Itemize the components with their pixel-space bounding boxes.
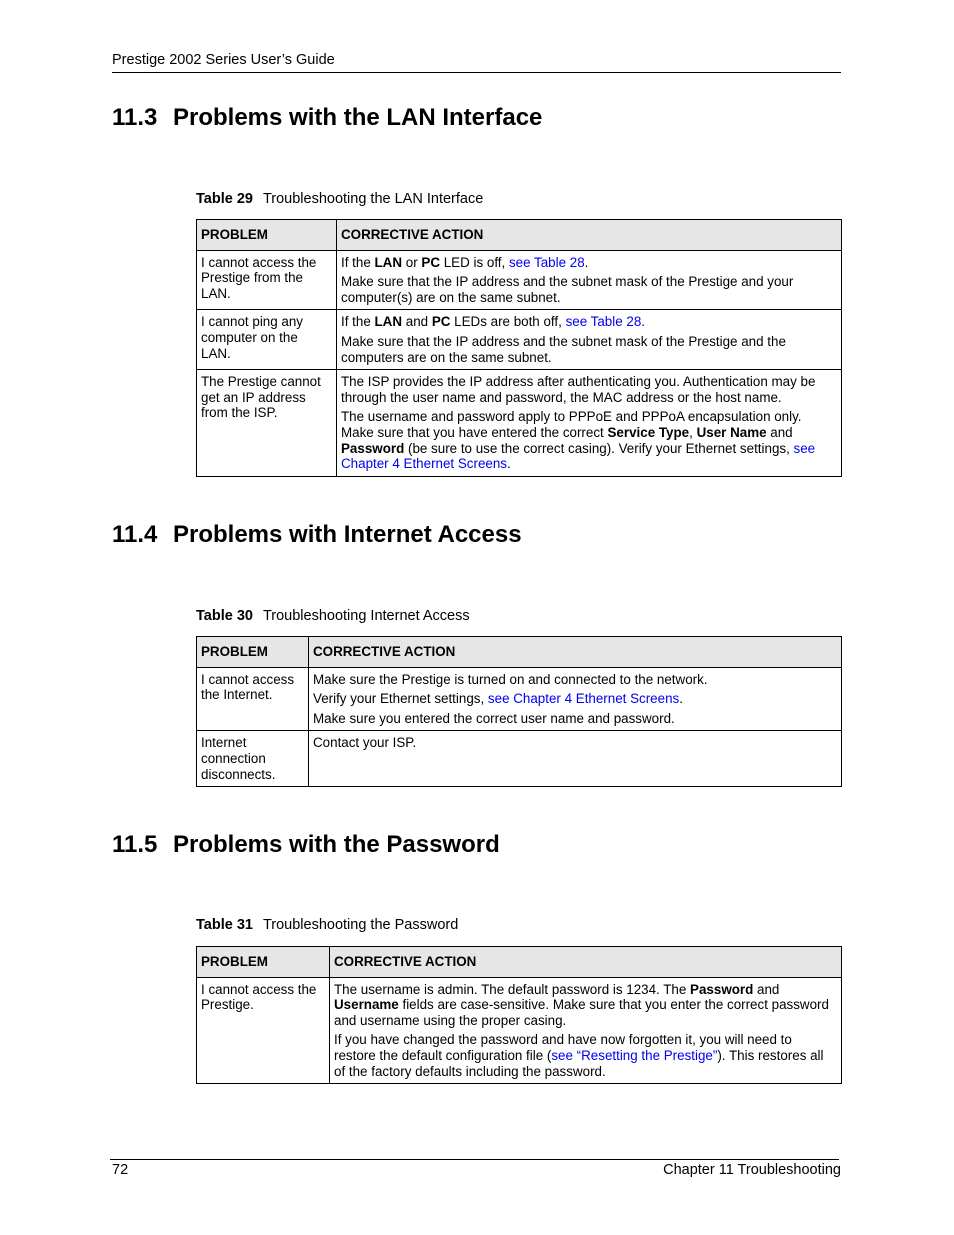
table-row (197, 977, 842, 1084)
action-cell (337, 370, 842, 477)
bold-term: Password (341, 440, 405, 456)
bold-term: PC (431, 314, 451, 330)
text: . (679, 691, 683, 707)
cross-reference-link[interactable]: see Chapter 4 Ethernet Screens (487, 691, 680, 707)
text: . (584, 254, 589, 270)
text: The username is admin. The default password is 1234. The (334, 981, 691, 997)
problem-cell: I cannot ping any computer on the LAN. (197, 310, 337, 370)
cross-reference-link[interactable]: see Chapter 4 Ethernet Screens (341, 440, 816, 472)
section-number: 11.5 (112, 831, 158, 858)
action-paragraph (341, 314, 836, 330)
action-cell (309, 667, 842, 731)
table-title: Troubleshooting the Password (262, 917, 459, 933)
text: LEDs are both off, (450, 314, 566, 330)
text: If you have changed the password and have now forgotten it, you will need to restore the default configuration file ( (334, 1032, 792, 1063)
bold-term: User Name (696, 424, 767, 440)
text: . (641, 314, 646, 330)
section-heading (112, 104, 542, 132)
section-heading (112, 831, 500, 859)
table-header-row (197, 947, 842, 978)
column-header-action: CORRECTIVE ACTION (330, 947, 842, 978)
text: LED is off, (440, 254, 509, 270)
bold-term: LAN (374, 254, 403, 270)
text: Make sure you entered the correct user name and password. (313, 710, 675, 726)
action-paragraph (341, 374, 836, 405)
problem-cell: I cannot access the Prestige from the LAN. (197, 250, 337, 310)
action-paragraph (334, 982, 836, 1029)
text: Make sure the Prestige is turned on and connected to the network. (313, 671, 708, 687)
cross-reference-link[interactable]: see Table 28 (508, 254, 585, 270)
footer-rule (110, 1159, 839, 1160)
table-label: Table 29 (196, 191, 253, 207)
table-row (197, 667, 842, 731)
section-title: Problems with Internet Access (173, 521, 522, 548)
table-title: Troubleshooting Internet Access (262, 608, 470, 624)
action-paragraph (341, 334, 836, 365)
table-row (197, 310, 842, 370)
text: or (402, 254, 422, 270)
text: The ISP provides the IP address after authenticating you. Authentication may be through the user name and password, the MAC address or the host name. (341, 374, 816, 405)
table-label: Table 31 (196, 917, 253, 933)
table-label: Table 30 (196, 608, 253, 624)
footer-chapter: Chapter 11 Troubleshooting (663, 1162, 841, 1178)
table-caption (196, 191, 483, 207)
table-title: Troubleshooting the LAN Interface (262, 191, 484, 207)
action-paragraph (341, 409, 836, 471)
column-header-action: CORRECTIVE ACTION (309, 637, 842, 668)
column-header-problem: PROBLEM (197, 947, 330, 978)
text: and (753, 981, 780, 997)
section-title: Problems with the LAN Interface (173, 104, 543, 131)
cross-reference-link[interactable]: see Table 28 (565, 314, 642, 330)
section-title: Problems with the Password (173, 831, 500, 858)
text: , (689, 424, 697, 440)
text: The username and password apply to PPPoE and PPPoA encapsulation only. Make sure that you have entered the correct (341, 409, 802, 440)
bold-term: Password (690, 981, 754, 997)
column-header-action: CORRECTIVE ACTION (337, 220, 842, 251)
text: If the (341, 314, 375, 330)
action-paragraph (341, 255, 836, 271)
section-heading (112, 521, 522, 549)
action-paragraph (341, 274, 836, 305)
text: If the (341, 254, 375, 270)
troubleshooting-table (196, 219, 842, 477)
table-row (197, 370, 842, 477)
text: fields are case-sensitive. Make sure that you enter the correct password and username using the proper casing. (334, 997, 829, 1028)
action-cell (337, 250, 842, 310)
column-header-problem: PROBLEM (197, 220, 337, 251)
text: and (766, 424, 793, 440)
bold-term: Username (334, 997, 399, 1013)
action-paragraph (313, 672, 836, 688)
action-paragraph (313, 711, 836, 727)
page-number: 72 (112, 1162, 129, 1178)
text: ). This restores all of the factory defaults including the password. (334, 1047, 824, 1079)
table-row (197, 250, 842, 310)
table-header-row (197, 220, 842, 251)
bold-term: LAN (374, 314, 403, 330)
action-paragraph (334, 1032, 836, 1079)
section-number: 11.3 (112, 104, 158, 131)
troubleshooting-table (196, 946, 842, 1084)
text: and (402, 314, 432, 330)
action-paragraph (313, 735, 836, 751)
table-header-row (197, 637, 842, 668)
problem-cell: I cannot access the Prestige. (197, 977, 330, 1084)
section-number: 11.4 (112, 521, 158, 548)
bold-term: Service Type (607, 424, 690, 440)
problem-cell: The Prestige cannot get an IP address from the ISP. (197, 370, 337, 477)
action-cell (309, 731, 842, 787)
action-cell (337, 310, 842, 370)
problem-cell: I cannot access the Internet. (197, 667, 309, 731)
text: Make sure that the IP address and the subnet mask of the Prestige and the computers are on the same subnet. (341, 333, 786, 365)
table-caption (196, 917, 458, 933)
bold-term: PC (421, 254, 440, 270)
action-paragraph (313, 691, 836, 707)
table-caption (196, 608, 470, 624)
column-header-problem: PROBLEM (197, 637, 309, 668)
running-header: Prestige 2002 Series User’s Guide (112, 52, 335, 68)
text: . (507, 456, 511, 472)
problem-cell: Internet connection disconnects. (197, 731, 309, 787)
text: Contact your ISP. (313, 735, 417, 751)
cross-reference-link[interactable]: see “Resetting the Prestige” (551, 1047, 718, 1063)
text: Verify your Ethernet settings, (313, 691, 488, 707)
header-rule (112, 72, 841, 73)
troubleshooting-table (196, 636, 842, 787)
table-row (197, 731, 842, 787)
text: (be sure to use the correct casing). Verify your Ethernet settings, (404, 440, 794, 456)
action-cell (330, 977, 842, 1084)
text: Make sure that the IP address and the subnet mask of the Prestige and your computer(s) are on the same subnet. (341, 274, 794, 305)
